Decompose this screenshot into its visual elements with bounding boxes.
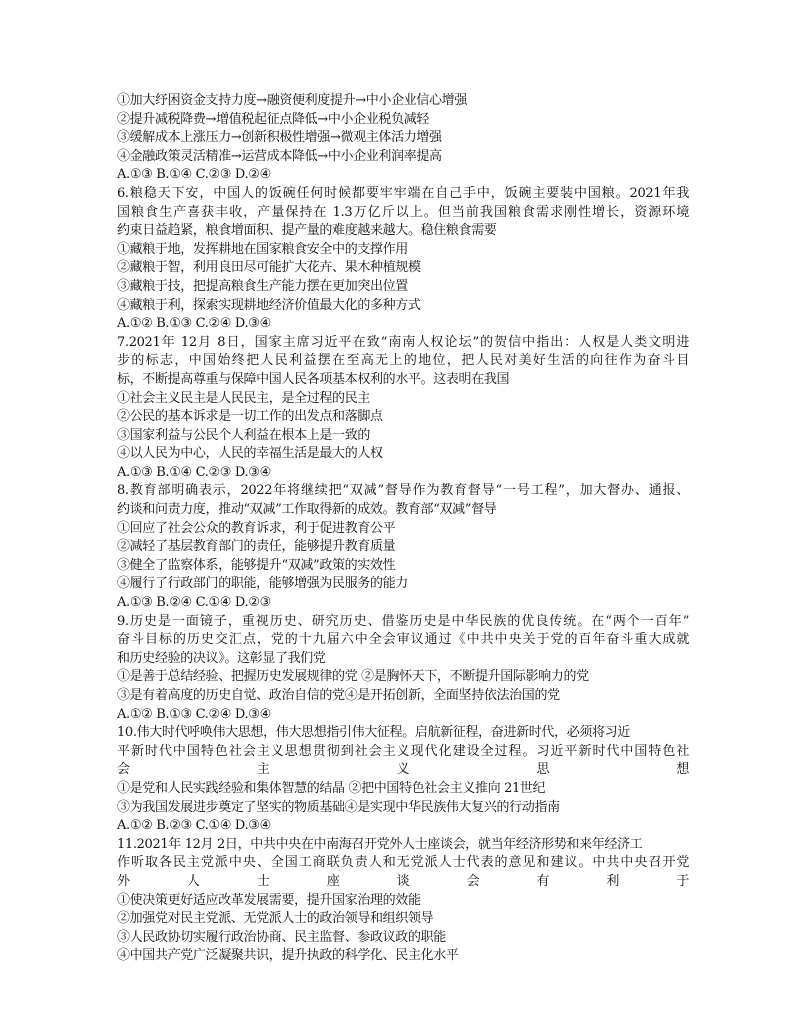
question-line: ④金融政策灵活精准→运营成本降低→中小企业利润率提高 — [117, 148, 442, 164]
question-line: ①使决策更好适应改革发展需要，提升国家治理的效能 — [117, 892, 421, 908]
question-line: ③人民政协切实履行政治协商、民主监督、参政议政的职能 — [117, 929, 446, 945]
question-line: ③国家利益与公民个人利益在根本上是一致的 — [117, 427, 371, 443]
question-line: ③缓解成本上涨压力→创新积极性增强→微观主体活力增强 — [117, 130, 442, 146]
question-line: ④中国共产党广泛凝聚共识，提升执政的科学化、民主化水平 — [117, 948, 459, 964]
answer-choices: A.①③ B.①④ C.②③ D.③④ — [117, 464, 271, 480]
question-line: ③藏粮于技，把提高粮食生产能力摆在更加突出位置 — [117, 278, 408, 294]
answer-choices: A.①② B.②③ C.①④ D.③④ — [117, 818, 271, 834]
question-line: ③健全了监察体系，能够提升“双减”政策的实效性 — [117, 557, 396, 573]
question-line: ①加大纾困资金支持力度→融资便利度提升→中小企业信心增强 — [117, 93, 467, 108]
question-line: 作听取各民主党派中央、全国工商联负责人和无党派人士代表的意见和建议。中共中央召开党 — [117, 855, 689, 871]
question-line: 11.2021年 12月 2日，中共中央在中南海召开党外人士座谈会，就当年经济形势和来年经济工 — [117, 836, 643, 852]
question-line: 国粮食生产喜获丰收，产量保持在 1.3万亿斤以上。但当前我国粮食需求刚性增长，资源环境 — [117, 204, 689, 220]
question-line: ②加强党对民主党派、无党派人士的政治领导和组织领导 — [117, 911, 434, 927]
question-line: ①社会主义民主是人民民主，是全过程的民主 — [117, 390, 371, 406]
question-line: 外人士座谈会有利于 — [117, 873, 689, 889]
answer-choices: A.①③ B.①④ C.②③ D.②④ — [117, 167, 271, 183]
question-line: ④履行了行政部门的职能，能够增强为民服务的能力 — [117, 576, 408, 592]
question-line: 约束日益趋紧，粮食增面积、提产量的难度越来越大。稳住粮食需要 — [117, 223, 497, 239]
question-line: ①是善于总结经验、把握历史发展规律的党 ②是胸怀天下，不断提升国际影响力的党 — [117, 669, 589, 685]
question-line: 和历史经验的决议》。这彰显了我们党 — [117, 650, 326, 666]
question-line: 7.2021年 12月 8日，国家主席习近平在致“南南人权论坛”的贺信中指出：人权是人类文明进 — [117, 334, 689, 350]
question-line: ①是党和人民实践经验和集体智慧的结晶 ②把中国特色社会主义推向 21世纪 — [117, 780, 546, 796]
question-line: ②公民的基本诉求是一切工作的出发点和落脚点 — [117, 409, 383, 425]
question-line: 9.历史是一面镜子，重视历史、研究历史、借鉴历史是中华民族的优良传统。在“两个一百年” — [117, 613, 689, 629]
question-line: 10.伟大时代呼唤伟大思想，伟大思想指引伟大征程。启航新征程，奋进新时代，必须将习近 — [117, 725, 630, 741]
answer-choices: A.①② B.①③ C.②④ D.③④ — [117, 706, 271, 722]
exam-page-text — [117, 92, 689, 966]
question-line: ④藏粮于利，探索实现耕地经济价值最大化的多种方式 — [117, 297, 421, 313]
question-line: ③为我国发展进步奠定了坚实的物质基础④是实现中华民族伟大复兴的行动指南 — [117, 799, 560, 815]
question-line: 奋斗目标的历史交汇点，党的十九届六中全会审议通过《中共中央关于党的百年奋斗重大成就 — [117, 632, 689, 648]
question-line: ①回应了社会公众的教育诉求，利于促进教育公平 — [117, 520, 396, 536]
question-line: 标，不断提高尊重与保障中国人民各项基本权利的水平。这表明在我国 — [117, 371, 510, 387]
answer-choices: A.①③ B.②④ C.①④ D.②③ — [117, 595, 271, 611]
question-line: ④以人民为中心，人民的幸福生活是最大的人权 — [117, 446, 383, 462]
question-line: ②减轻了基层教育部门的责任，能够提升教育质量 — [117, 539, 396, 555]
question-line: 6.粮稳天下安，中国人的饭碗任何时候都要牢牢端在自己手中，饭碗主要装中国粮。2021年我 — [117, 185, 689, 201]
answer-choices: A.①② B.①③ C.②④ D.③④ — [117, 316, 271, 332]
question-line: 步的标志，中国始终把人民利益摆在至高无上的地位，把人民对美好生活的向往作为奋斗目 — [117, 353, 689, 369]
question-line: 约谈和问责力度，推动“双减”工作取得新的成效。教育部“双减”督导 — [117, 502, 497, 518]
question-line: ①藏粮于地，发挥耕地在国家粮食安全中的支撑作用 — [117, 241, 408, 257]
question-line: ②提升减税降费→增值税起征点降低→中小企业税负减轻 — [117, 111, 430, 127]
question-line: ③是有着高度的历史自觉、政治自信的党④是开拓创新，全面坚持依法治国的党 — [117, 688, 560, 703]
question-line: ②藏粮于智，利用良田尽可能扩大花卉、果木种植规模 — [117, 260, 421, 276]
question-line: 会主义思想 — [117, 762, 689, 778]
question-line: 平新时代中国特色社会主义思想贯彻到社会主义现代化建设全过程。习近平新时代中国特色社 — [117, 743, 689, 759]
question-line: 8.教育部明确表示，2022年将继续把“双减”督导作为教育督导“一号工程”，加大督办、通报、 — [117, 483, 689, 499]
